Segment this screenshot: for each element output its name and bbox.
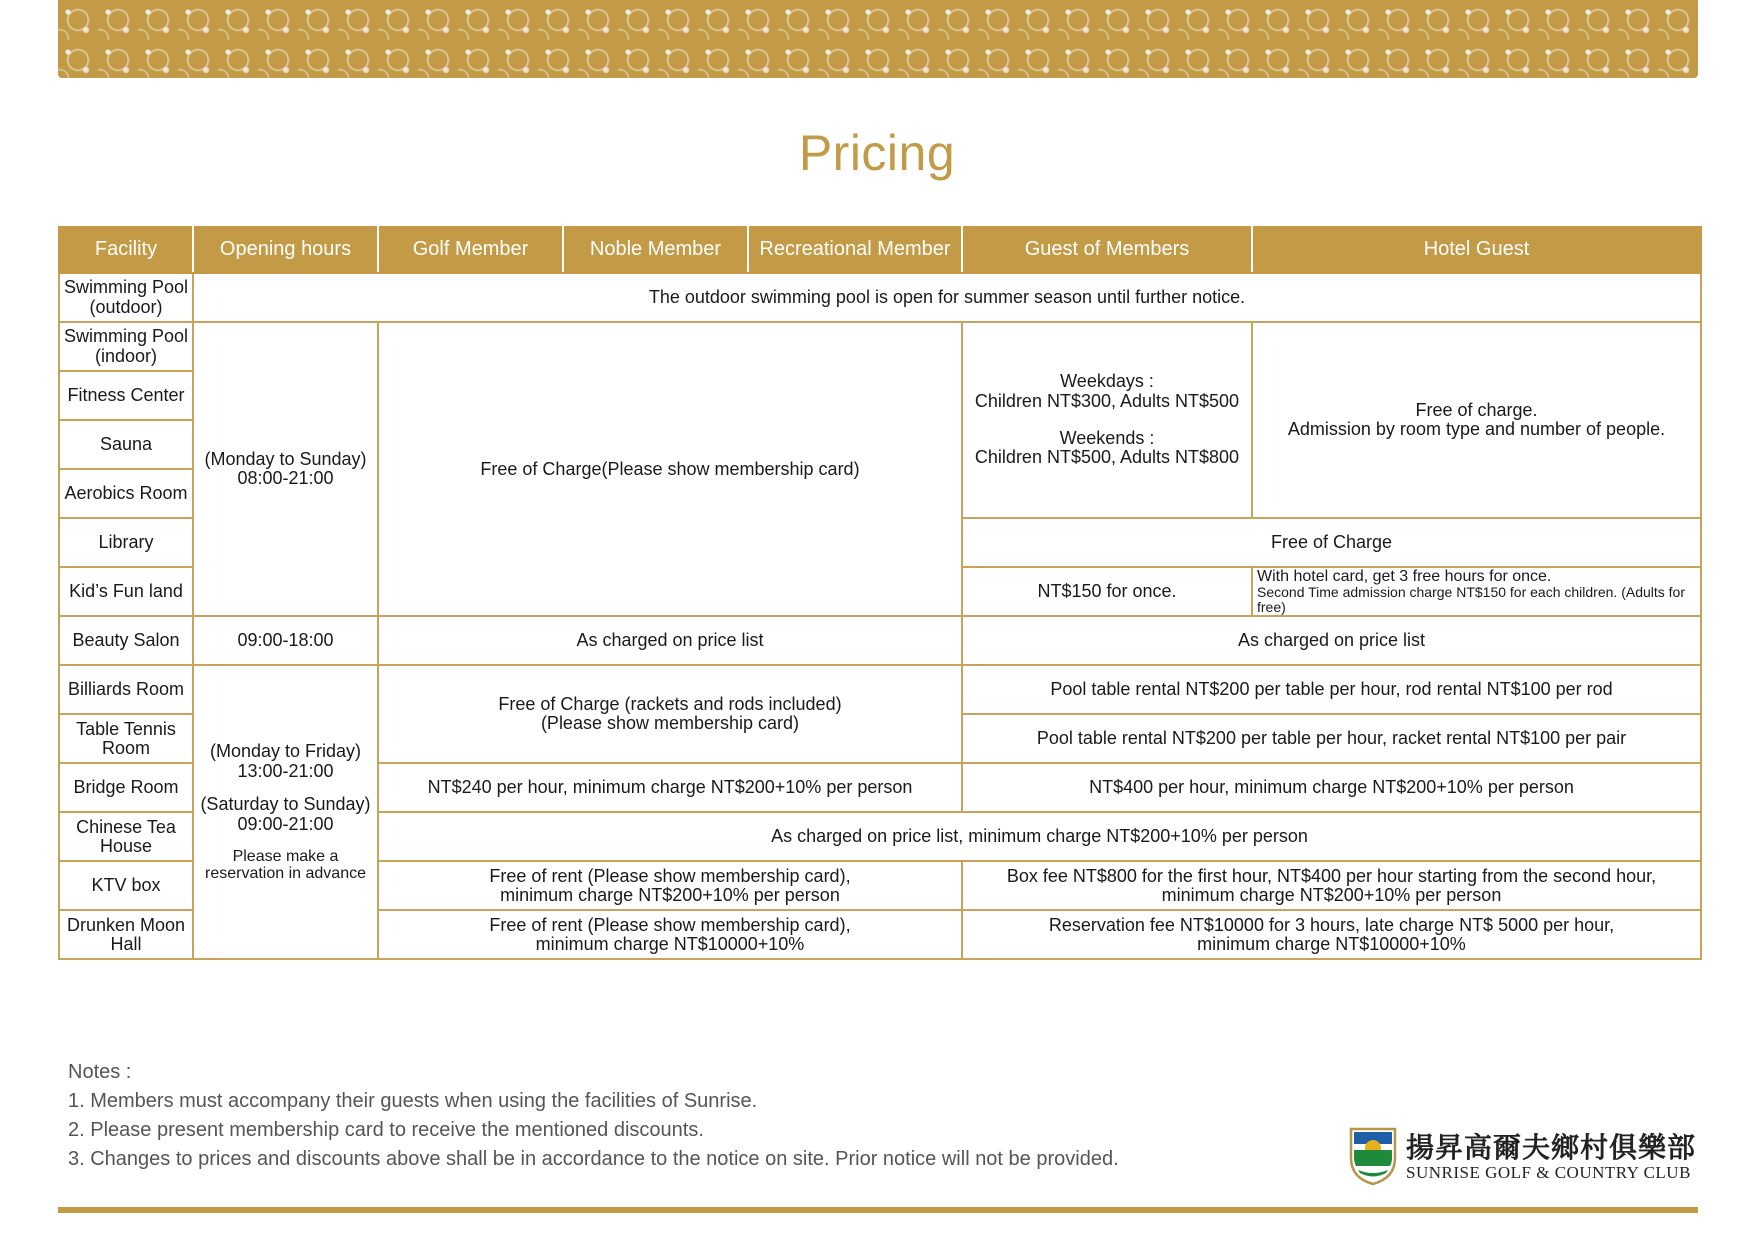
column-header: Golf Member	[378, 227, 563, 273]
facility-cell: Kid’s Fun land	[59, 567, 193, 616]
beauty-guests-cell: As charged on price list	[962, 616, 1701, 665]
ktv-guests-line1: Box fee NT$800 for the first hour, NT$400 per hour starting from the second hour,	[1006, 865, 1657, 886]
ktv-members-line2: minimum charge NT$200+10% per person	[500, 884, 840, 905]
logo-english-name: SUNRISE GOLF & COUNTRY CLUB	[1406, 1163, 1691, 1182]
guest-price-cell	[962, 322, 1252, 518]
table-row	[59, 322, 1701, 371]
hours-weekend: (Saturday to Sunday)	[200, 794, 371, 815]
facility-cell: Swimming Pool (indoor)	[59, 322, 193, 371]
ktv-members-cell	[378, 861, 962, 910]
drunken-guests-line2: minimum charge NT$10000+10%	[1197, 933, 1466, 954]
column-header: Noble Member	[563, 227, 748, 273]
hotel-admission-text: Admission by room type and number of people.	[1287, 419, 1666, 439]
note-item: 3. Changes to prices and discounts above shall be in accordance to the notice on site. Prior notice will not be provided.	[68, 1148, 1119, 1170]
facility-cell: Library	[59, 518, 193, 567]
facility-cell: Drunken Moon Hall	[59, 910, 193, 959]
page-title: Pricing	[798, 125, 956, 181]
kids-hotel-line1: With hotel card, get 3 free hours for once.	[1257, 568, 1552, 585]
ktv-guests-line2: minimum charge NT$200+10% per person	[1161, 884, 1502, 905]
notes-section	[68, 1058, 1119, 1174]
billiards-members-line2: (Please show membership card)	[540, 713, 800, 734]
pool-outdoor-notice: The outdoor swimming pool is open for summer season until further notice.	[193, 273, 1701, 322]
table-row	[59, 273, 1701, 322]
facility-cell: Chinese Tea House	[59, 812, 193, 861]
hours-weekdays: (Monday to Friday)	[209, 741, 362, 762]
decorative-banner	[58, 0, 1698, 78]
hours-weekday-time: 13:00-21:00	[237, 760, 334, 781]
reservation-note: Please make a reservation in advance	[205, 848, 366, 883]
facility-cell: Billiards Room	[59, 665, 193, 714]
ktv-members-line1: Free of rent (Please show membership card),	[489, 865, 851, 886]
column-header: Recreational Member	[748, 227, 962, 273]
members-price-cell: Free of Charge(Please show membership card)	[378, 322, 962, 616]
pricing-table	[58, 226, 1702, 960]
note-item: 1. Members must accompany their guests when using the facilities of Sunrise.	[68, 1090, 758, 1112]
library-guest-cell: Free of Charge	[962, 518, 1701, 567]
weekdays-price: Children NT$300, Adults NT$500	[974, 390, 1240, 411]
weekends-price: Children NT$500, Adults NT$800	[974, 447, 1240, 468]
logo-chinese-name: 揚昇高爾夫鄉村俱樂部	[1406, 1131, 1697, 1164]
opening-hours-cell	[193, 322, 378, 616]
tennis-guests-cell: Pool table rental NT$200 per table per hour, racket rental NT$100 per pair	[962, 714, 1701, 763]
club-logo	[1348, 1126, 1698, 1186]
facility-cell: Table Tennis Room	[59, 714, 193, 763]
weekdays-label: Weekdays :	[1060, 371, 1154, 392]
drunken-members-line2: minimum charge NT$10000+10%	[535, 933, 805, 954]
billiards-members-cell	[378, 665, 962, 763]
notes-heading: Notes :	[68, 1061, 132, 1083]
kids-hotel-cell	[1252, 567, 1701, 616]
drunken-members-cell	[378, 910, 962, 959]
hours-days: (Monday to Sunday)	[204, 448, 367, 469]
table-header-row	[59, 227, 1701, 273]
billiards-guests-cell: Pool table rental NT$200 per table per hour, rod rental NT$100 per rod	[962, 665, 1701, 714]
drunken-guests-cell	[962, 910, 1701, 959]
kids-guest-cell: NT$150 for once.	[962, 567, 1252, 616]
hours-time: 08:00-21:00	[237, 468, 334, 489]
hours-weekend-time: 09:00-21:00	[237, 813, 334, 834]
facility-cell: KTV box	[59, 861, 193, 910]
ktv-guests-cell	[962, 861, 1701, 910]
facility-cell: Aerobics Room	[59, 469, 193, 518]
facility-cell: Swimming Pool (outdoor)	[59, 273, 193, 322]
facility-cell: Beauty Salon	[59, 616, 193, 665]
facility-cell: Sauna	[59, 420, 193, 469]
note-item: 2. Please present membership card to receive the mentioned discounts.	[68, 1119, 704, 1141]
tea-all-cell: As charged on price list, minimum charge NT$200+10% per person	[378, 812, 1701, 861]
opening-hours-cell	[193, 665, 378, 959]
drunken-members-line1: Free of rent (Please show membership card),	[489, 914, 851, 935]
weekends-label: Weekends :	[1059, 428, 1155, 448]
kids-hotel-line2: Second Time admission charge NT$150 for each children. (Adults for free)	[1257, 584, 1685, 616]
column-header: Guest of Members	[962, 227, 1252, 273]
billiards-members-line1: Free of Charge (rackets and rods included)	[498, 694, 842, 715]
bridge-members-cell: NT$240 per hour, minimum charge NT$200+10% per person	[378, 763, 962, 812]
drunken-guests-line1: Reservation fee NT$10000 for 3 hours, late charge NT$ 5000 per hour,	[1048, 914, 1615, 935]
beauty-members-cell: As charged on price list	[378, 616, 962, 665]
table-row	[59, 616, 1701, 665]
column-header: Facility	[59, 227, 193, 273]
hotel-price-cell	[1252, 322, 1701, 518]
column-header: Opening hours	[193, 227, 378, 273]
opening-hours-cell: 09:00-18:00	[193, 616, 378, 665]
bridge-guests-cell: NT$400 per hour, minimum charge NT$200+10% per person	[962, 763, 1701, 812]
facility-cell: Fitness Center	[59, 371, 193, 420]
table-row	[59, 665, 1701, 714]
column-header: Hotel Guest	[1252, 227, 1701, 273]
facility-cell: Bridge Room	[59, 763, 193, 812]
bottom-divider	[58, 1207, 1698, 1213]
hotel-free-text: Free of charge.	[1415, 399, 1538, 420]
club-crest-icon	[1348, 1126, 1398, 1186]
